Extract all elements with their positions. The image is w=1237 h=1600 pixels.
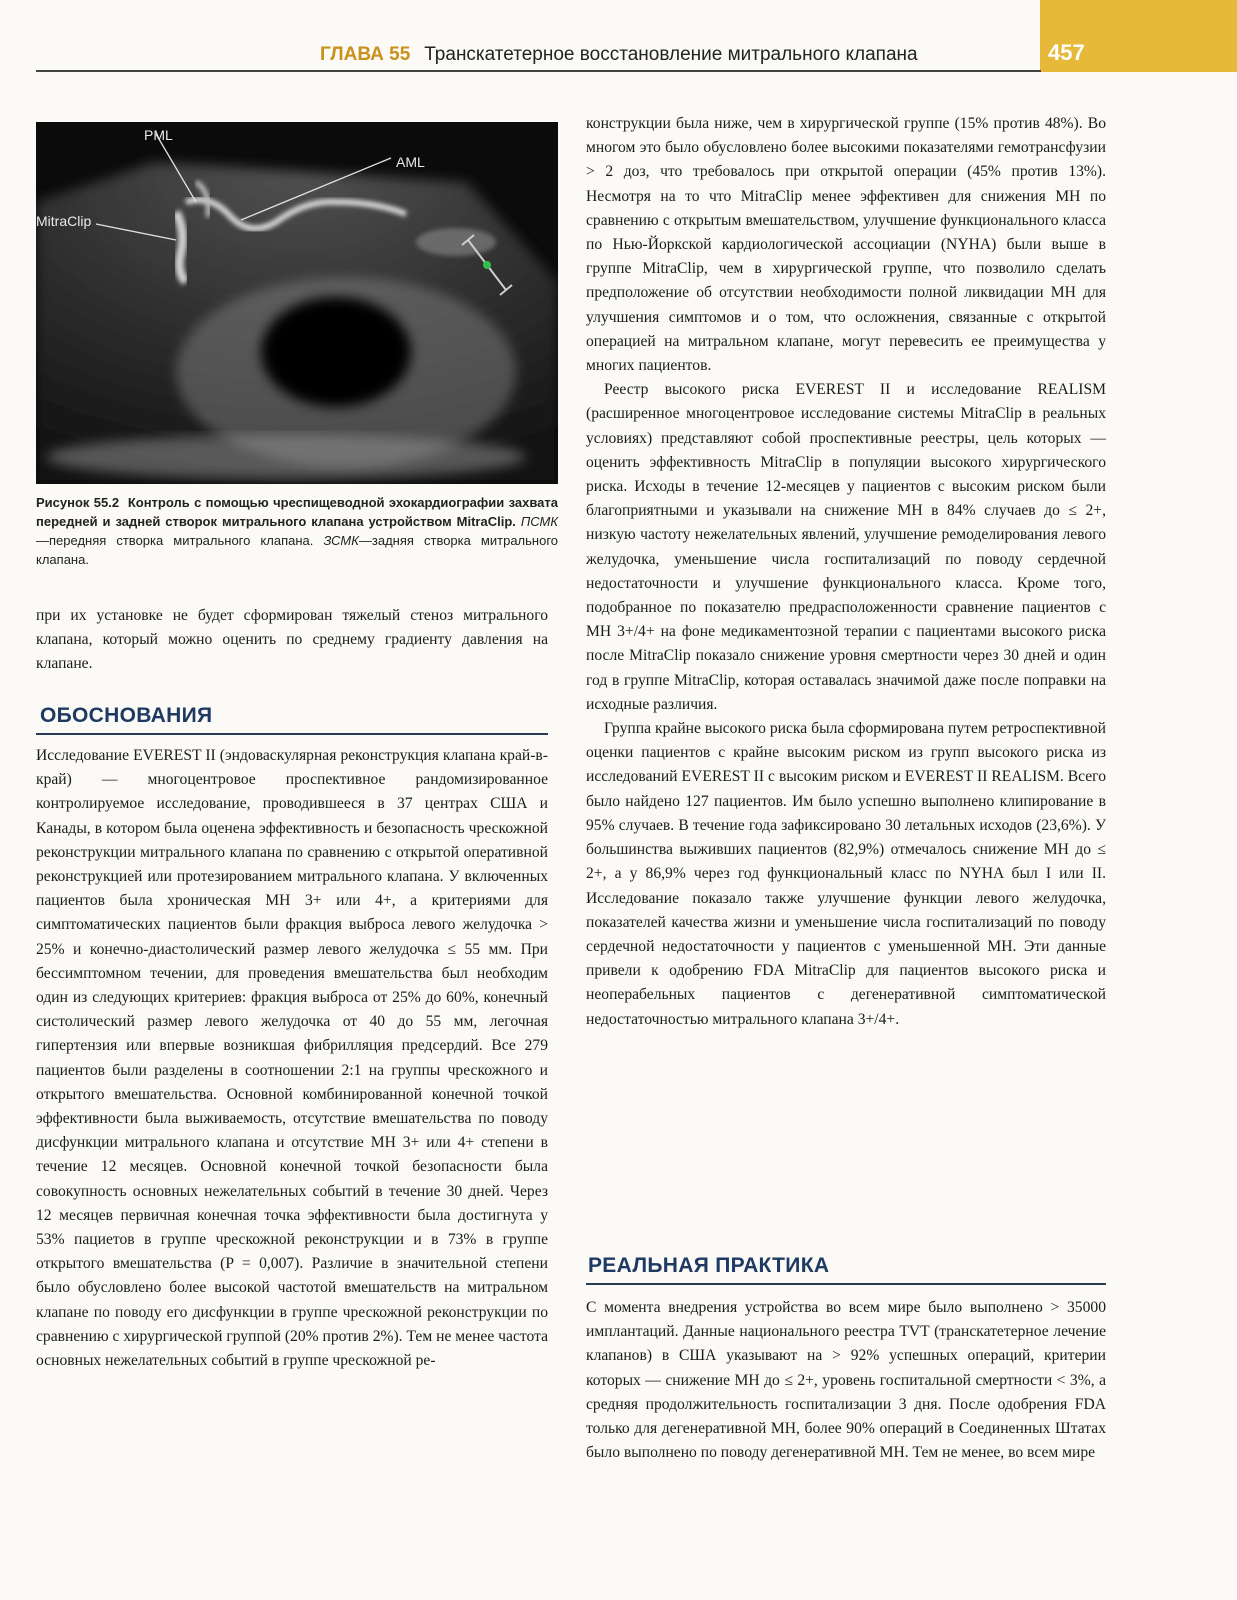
caption-abbr1: ПСМК (520, 514, 558, 529)
mitraclip-device (176, 212, 186, 282)
caption-abbr2: ЗСМК (323, 533, 359, 548)
right-body (586, 112, 1106, 1032)
caption-def1: передняя створка митрального клапана. (49, 533, 314, 548)
label-mitraclip: MitraClip (36, 213, 92, 229)
right-body-2 (586, 1296, 1106, 1465)
left-body (36, 744, 548, 1373)
figure-caption: Рисунок 55.2 Контроль с помощью чреспищеводной эхокардиографии захвата передней и задней створок митрального клапана устройством MitraClip. ПСМК—передняя створка митрального клапана. ЗСМК—задняя створка митрального клапана. (36, 495, 558, 567)
right-paragraph-1: конструкции была ниже, чем в хирургической группе (15% против 48%). Во многом это было обусловлено более высокими показателями гемотрансфузии > 2 доз, что требовалось при открытой операции (45% против 13%). Несмотря на то что MitraClip менее эффективен для снижения МН по сравнению с открытым вмешательством, улучшение функционального класса по Нью-Йоркской кардиологической ассоциации (NYHA) были выше в группе MitraClip, чем в хирургической группе, что позволило сделать предположение об отсутствии необходимости полной ликвидации МН для улучшения симптомов и о том, что осложнения, связанные с открытой операцией на митральном клапане, могут перевесить ее преимущества у многих пациентов. (586, 115, 1106, 375)
echo-image (36, 122, 558, 484)
rationale-paragraph: Исследование EVEREST II (эндоваскулярная реконструкция клапана край-в-край) — многоцентровое проспективное рандомизированное контролируемое исследование, проводившееся в 37 центрах США и Канады, в котором была оценена эффективность и безопасность чрескожной реконструкции митрального клапана по сравнению с открытой оперативной реконструкцией или протезированием митрального клапана. У включенных пациентов была хроническая МН 3+ или 4+, а критериями для симптоматических пациентов были фракция выброса левого желудочка > 25% и конечно-диастолический размер левого желудочка ≤ 55 мм. При бессимптомном течении, для проведения вмешательства был необходим один из следующих критериев: фракция выброса от 25% до 60%, конечный систолический размер левого желудочка от 40 до 55 мм, легочная гипертензия или впервые возникшая фибрилляция предсердий. Все 279 пациентов были разделены в соотношении 2:1 на группы чрескожного и открытого вмешательства. Основной комбинированной конечной точкой эффективности была выживаемость, отсутствие вмешательства по поводу дисфункции митрального клапана и отсутствие МН 3+ или 4+ степени в течение 12 месяцев. Основной конечной точкой безопасности была совокупность основных нежелательных событий в течение 30 дней. Через 12 месяцев первичная конечная точка эффективности была достигнута у 53% пациетов в группе чрескожной реконструкции и в 73% в группе открытого вмешательства (P = 0,007). Различие в значительной степени было обусловлено более высокой частотой вмешательств на митральном клапане по поводу его дисфункции в группе чрескожной реконструкции по сравнению с хирургической группой (20% против 2%). Тем не менее частота основных нежелательных событий в группе чрескожной ре- (36, 747, 548, 1370)
left-intro (36, 604, 548, 677)
real-practice-paragraph: С момента внедрения устройства во всем мире было выполнено > 35000 имплантаций. Данные национального реестра TVT (транскатетерное лечение клапанов) в США указывают на > 92% успешных операций, критерии которых — снижение МН до ≤ 2+, уровень госпитальной смертности < 3%, а средняя продолжительность госпитализации 3 дня. После одобрения FDA только для дегенеративной МН, более 90% операций в Соединенных Штатах было выполнено по поводу дегенеративной МН. Тем не менее, во всем мире (586, 1299, 1106, 1462)
caption-label: Рисунок 55.2 (36, 495, 120, 510)
caption-def2: задняя створка митрального клапана. (36, 533, 558, 567)
heading-real-practice: РЕАЛЬНАЯ ПРАКТИКА (588, 1254, 830, 1277)
label-aml: AML (396, 154, 425, 170)
echo-figure (36, 122, 558, 484)
intro-paragraph: при их установке не будет сформирован тяжелый стеноз митрального клапана, который можно оценить по среднему градиенту давления на клапане. (36, 607, 548, 673)
caliper-marker (483, 261, 491, 269)
chapter-name: Транскатетерное восстановление митрального клапана (424, 44, 918, 65)
right-paragraph-2: Реестр высокого риска EVEREST II и исследование REALISM (расширенное многоцентровое исследование системы MitraClip в реальных условиях) представляют собой проспективные реестры, цель которых — оценить эффективность MitraClip в популяции высокого хирургического риска. Исходы в течение 12-месяцев у пациентов с высоким риском были благоприятными и указывали на снижение МН в 84% случаев до ≤ 2+, низкую частоту нежелательных явлений, улучшение ремоделирования левого желудочка, уменьшение числа госпитализаций по поводу сердечной недостаточности и улучшение функционального класса. Кроме того, подобранное по показателю предрасположенности сравнение пациентов с МН 3+/4+ на фоне медикаментозной терапии с пациентами высокого риска после MitraClip показало снижение уровня смертности через 30 дней и один год в группе MitraClip, которая оставалась значимой даже после поправки на исходные различия. (586, 381, 1106, 713)
label-pml: PML (144, 127, 173, 143)
heading-rule-left (36, 733, 548, 735)
heading-rationale: ОБОСНОВАНИЯ (40, 704, 213, 727)
right-paragraph-3: Группа крайне высокого риска была сформирована путем ретроспективной оценки пациентов с крайне высоким риском из групп высокого риска из исследований EVEREST II с высоким риском и EVEREST II REALISM. Всего было найдено 127 пациентов. Им было успешно выполнено клипирование в 95% случаев. В течение года зафиксировано 30 летальных исходов (23,6%). У большинства выживших пациентов (82,9%) отмечалось снижение МН до ≤ 2+, а у 86,9% через год функциональный класс по NYHA был I или II. Исследование показало также улучшение функции левого желудочка, показателей качества жизни и уменьшение числа госпитализаций по поводу сердечной недостаточности у пациентов с уменьшенной МН. Эти данные привели к одобрению FDA MitraClip для пациентов высокого риска и неоперабельных пациентов с дегенеративной симптоматической недостаточностью митрального клапана 3+/4+. (586, 720, 1106, 1028)
ventricle-cavity (261, 297, 411, 407)
chapter-title (320, 44, 918, 66)
chapter-number: ГЛАВА 55 (320, 44, 411, 65)
heading-rule-right (586, 1283, 1106, 1285)
header-rule (36, 70, 1041, 72)
running-header (0, 0, 1237, 80)
caption-title: Контроль с помощью чреспищеводной эхокардиографии захвата передней и задней створок митрального клапана устройством MitraClip. (36, 495, 558, 529)
page-number: 457 (1048, 40, 1085, 65)
